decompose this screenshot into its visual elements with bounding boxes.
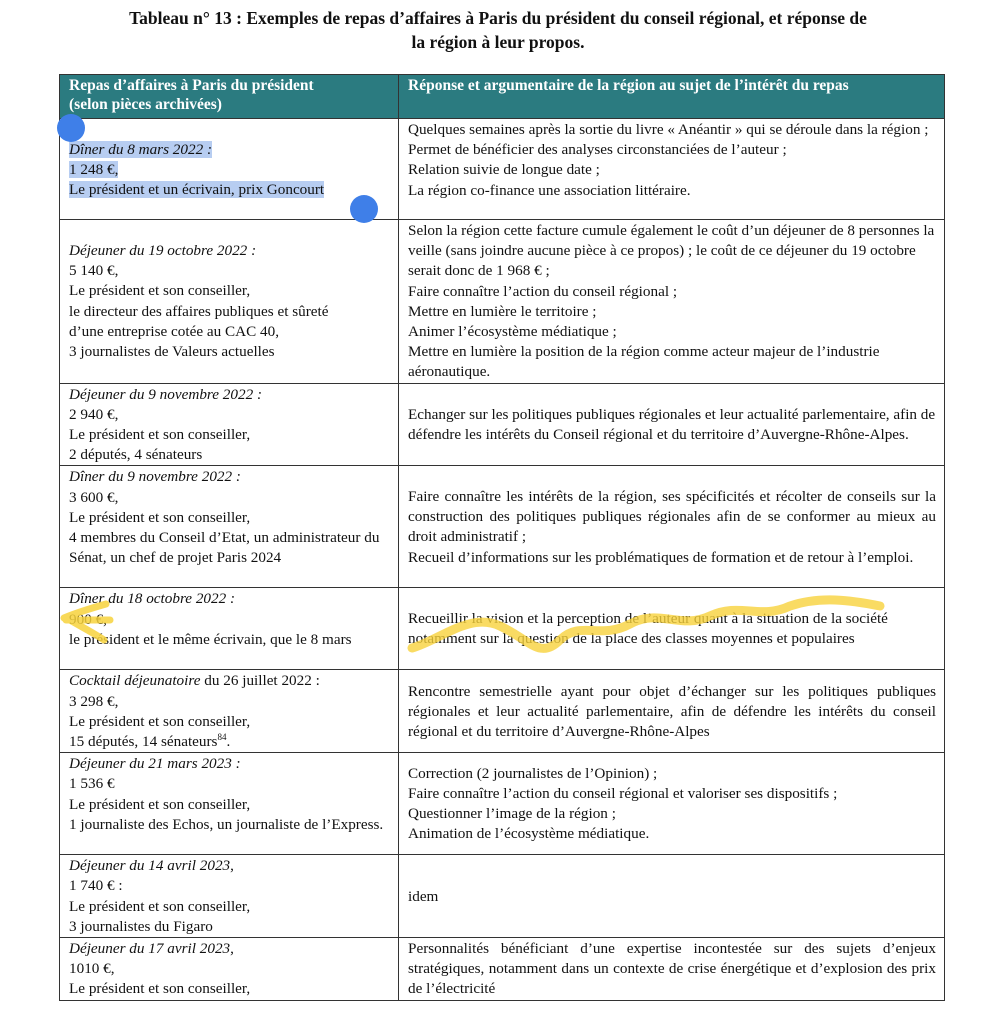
table-row	[60, 383, 945, 466]
meal-cell	[60, 466, 399, 588]
response-line: La région co-finance une association littéraire.	[408, 181, 691, 199]
meal-cell	[60, 588, 399, 670]
response-cell	[399, 855, 945, 938]
response-cell	[399, 670, 945, 753]
meal-cell	[60, 938, 399, 1001]
meal-guests	[69, 732, 390, 752]
response-cell	[399, 938, 945, 1001]
meals-table	[59, 74, 945, 1001]
meal-date	[69, 856, 390, 876]
meal-date-text: Déjeuner du 17 avril 2023	[69, 940, 231, 958]
selected-text[interactable]: Le président et un écrivain, prix Goncourt	[69, 181, 325, 199]
header-col-meals-line: Repas d’affaires à Paris du président	[69, 77, 314, 94]
meal-guests-text: 15 députés, 14 sénateurs	[69, 733, 218, 751]
selection-start-handle[interactable]	[57, 114, 85, 142]
response-line: Animation de l’écosystème médiatique.	[408, 825, 650, 843]
response-cell	[399, 588, 945, 670]
response-line: Questionner l’image de la région ;	[408, 805, 616, 823]
response-line: Selon la région cette facture cumule également le coût d’un déjeuner de 8 personnes la veille (sans joindre aucune pièce à ce propos) ; le coût de ce déjeuner du 19 octobre serait donc de 1 968 € ;	[408, 222, 935, 280]
meal-date: Déjeuner du 21 mars 2023 :	[69, 755, 241, 773]
meal-cost[interactable]	[69, 160, 390, 180]
response-line: Faire connaître l’action du conseil régional et valoriser ses dispositifs ;	[408, 785, 838, 803]
selected-text[interactable]: Dîner du 8 mars 2022 :	[69, 141, 213, 158]
meal-cost: 5 140 €,	[69, 262, 119, 280]
selected-text[interactable]: 1 248 €,	[69, 161, 119, 179]
response-line: Animer l’écosystème médiatique ;	[408, 323, 617, 341]
selection-end-handle[interactable]	[350, 195, 378, 223]
response-line: Relation suivie de longue date ;	[408, 161, 600, 179]
title-line-2: la région à leur propos.	[411, 32, 585, 52]
meal-date-text: Déjeuner du 14 avril 2023	[69, 857, 231, 875]
response-line: Personnalités bénéficiant d’une expertise incontestée sur des sujets d’enjeux stratégiques, notamment dans un contexte de crise énergétique et d’explosion des prix de l’électricité	[408, 940, 936, 998]
header-col-meals	[60, 75, 399, 119]
table-row	[60, 938, 945, 1001]
meal-guests: le directeur des affaires publiques et sûreté	[69, 302, 329, 320]
meal-cell	[60, 670, 399, 753]
response-line: Recueillir la vision et la perception de l’auteur quant à la situation de la société notamment sur la question de la place des classes moyennes et populaires	[408, 610, 888, 648]
response-cell	[399, 753, 945, 855]
meal-cost: 1 536 €	[69, 775, 115, 793]
meal-cell	[60, 220, 399, 384]
response-cell	[399, 220, 945, 384]
meal-guests: 4 membres du Conseil d’Etat, un administrateur du Sénat, un chef de projet Paris 2024	[69, 529, 380, 567]
meal-guests: d’une entreprise cotée au CAC 40,	[69, 322, 280, 340]
meal-date: Déjeuner du 19 octobre 2022 :	[69, 242, 257, 259]
response-line: Echanger sur les politiques publiques régionales et leur actualité parlementaire, afin de défendre les intérêts du Conseil régional et du territoire d’Auvergne-Rhône-Alpes.	[408, 405, 936, 444]
meal-date-comma: ,	[230, 940, 234, 958]
table-row	[60, 119, 945, 220]
meal-cost: 1010 €,	[69, 960, 115, 978]
meal-guests: le président et le même écrivain, que le 8 mars	[69, 630, 352, 648]
meal-cost: 3 600 €,	[69, 488, 119, 506]
response-line: Mettre en lumière le territoire ;	[408, 302, 597, 320]
meal-date	[69, 939, 390, 959]
meal-cost: 2 940 €,	[69, 405, 119, 423]
meal-cell[interactable]	[60, 119, 399, 220]
meal-guests: Le président et son conseiller,	[69, 980, 251, 998]
table-title	[0, 6, 996, 54]
meal-date-text: du 26 juillet 2022 :	[200, 672, 320, 690]
meal-cell	[60, 855, 399, 938]
response-line: Faire connaître les intérêts de la région, ses spécificités et récolter de conseils sur la construction des politiques publiques régionales afin de se conformer au mieux au droit administratif ;	[408, 488, 936, 546]
meal-guests: Le président et son conseiller,	[69, 897, 251, 915]
footnote-ref[interactable]: 84	[217, 731, 227, 742]
response-line: idem	[408, 887, 439, 905]
table-row	[60, 220, 945, 384]
response-line: Faire connaître l’action du conseil régional ;	[408, 282, 678, 300]
response-line: Permet de bénéficier des analyses circonstanciées de l’auteur ;	[408, 141, 787, 159]
meal-cost: 3 298 €,	[69, 692, 119, 710]
header-col-response: Réponse et argumentaire de la région au sujet de l’intérêt du repas	[399, 75, 945, 119]
response-cell	[399, 383, 945, 466]
header-col-meals-line: (selon pièces archivées)	[69, 96, 222, 113]
response-line: Correction (2 journalistes de l’Opinion) ;	[408, 764, 658, 782]
table-row	[60, 670, 945, 753]
table-row	[60, 753, 945, 855]
meal-date: Déjeuner du 9 novembre 2022 :	[69, 385, 263, 403]
meal-guests[interactable]	[69, 180, 390, 200]
response-cell	[399, 466, 945, 588]
response-line: Recueil d’informations sur les problématiques de formation et de retour à l’emploi.	[408, 548, 914, 566]
response-line: Quelques semaines après la sortie du livre « Anéantir » qui se déroule dans la région ;	[408, 121, 929, 138]
meal-cell	[60, 753, 399, 855]
meal-cost: 900 €,	[69, 610, 107, 628]
meal-cost: 1 740 € :	[69, 877, 123, 895]
response-cell	[399, 119, 945, 220]
meal-guests: Le président et son conseiller,	[69, 712, 251, 730]
meal-date: Dîner du 9 novembre 2022 :	[69, 468, 241, 486]
meal-type: Cocktail déjeunatoire	[69, 672, 201, 690]
meal-guests: 1 journaliste des Echos, un journaliste de l’Express.	[69, 815, 384, 833]
meal-cell	[60, 383, 399, 466]
meal-guests-period: .	[226, 733, 231, 751]
meal-guests: 3 journalistes du Figaro	[69, 917, 213, 935]
meal-guests: 2 députés, 4 sénateurs	[69, 446, 203, 464]
table-row	[60, 588, 945, 670]
table-header-row	[60, 75, 945, 119]
meal-date[interactable]	[69, 140, 390, 160]
meal-guests: Le président et son conseiller,	[69, 508, 251, 526]
response-line: Mettre en lumière la position de la région comme acteur majeur de l’industrie aéronautique.	[408, 343, 880, 381]
title-line-1: Tableau n° 13 : Exemples de repas d’affaires à Paris du président du conseil régional, et réponse de	[129, 8, 867, 28]
meal-guests: Le président et son conseiller,	[69, 795, 251, 813]
table-row	[60, 855, 945, 938]
meal-date-comma: ,	[230, 857, 234, 875]
meal-date	[69, 671, 390, 691]
meal-date: Dîner du 18 octobre 2022 :	[69, 590, 236, 608]
meal-guests: Le président et son conseiller,	[69, 426, 251, 444]
meal-guests: Le président et son conseiller,	[69, 282, 251, 300]
response-line: Rencontre semestrielle ayant pour objet d’échanger sur les politiques publiques régionales et leur actualité parlementaire, afin de défendre les intérêts du conseil régional et du territoire d’Auvergne-Rhône-Alpes	[408, 682, 936, 740]
table-row	[60, 466, 945, 588]
meal-guests: 3 journalistes de Valeurs actuelles	[69, 343, 275, 361]
